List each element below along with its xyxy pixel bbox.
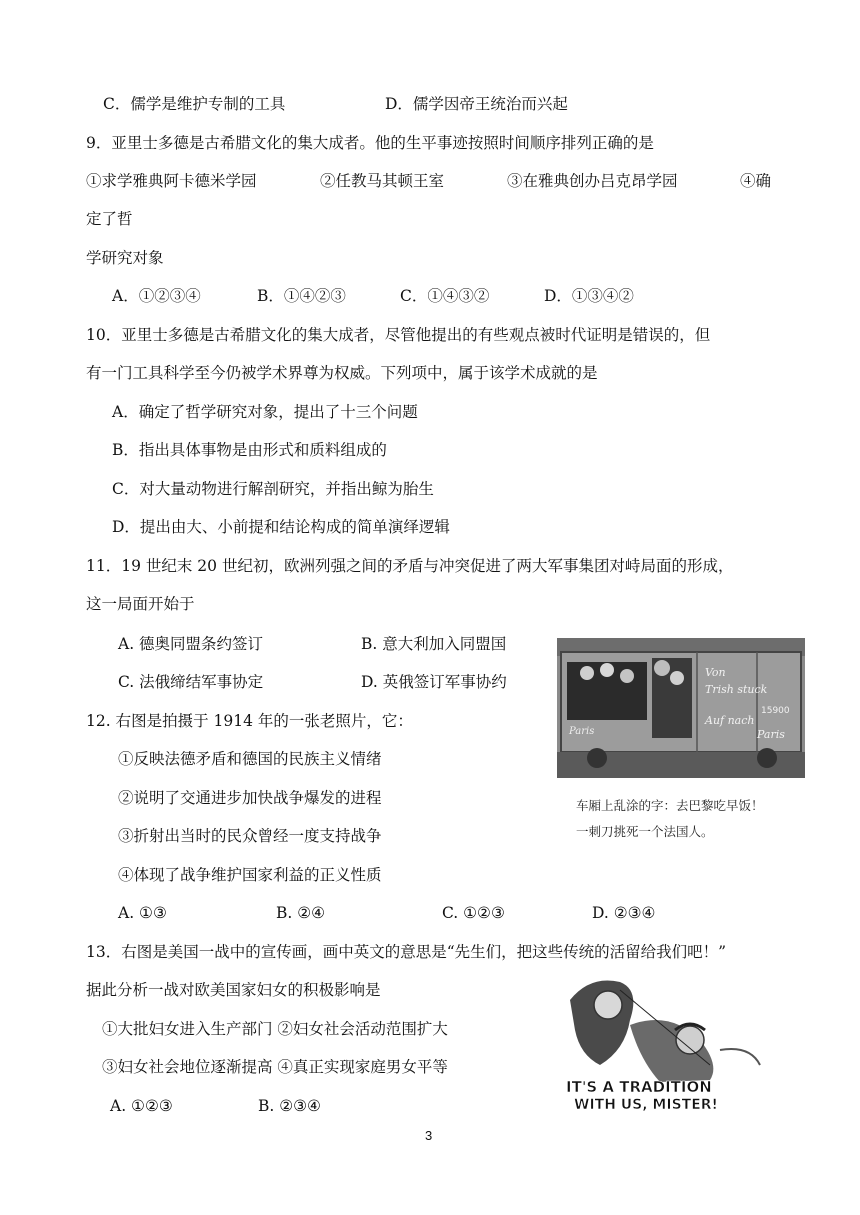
propaganda-poster [560, 970, 780, 1112]
question-13-stem: 据此分析一战对欧美国家妇女的积极影响是 [86, 981, 381, 999]
option-b: B. ②③④ [258, 1097, 321, 1115]
question-10-stem: 10．亚里士多德是古希腊文化的集大成者，尽管他提出的有些观点被时代证明是错误的，但 [86, 326, 711, 344]
page-number: 3 [425, 1128, 433, 1143]
option-c: C．①④③② [400, 287, 490, 305]
option-d: D．①③④② [544, 287, 634, 305]
option-a: A. 德奥同盟条约签订 [118, 635, 264, 653]
question-13-stem: 13．右图是美国一战中的宣传画，画中英文的意思是“先生们，把这些传统的活留给我们吧！” [86, 943, 727, 961]
poster-text: IT'S A TRADITION [566, 1078, 712, 1096]
question-12-item-1: ①反映法德矛盾和德国的民族主义情绪 [118, 750, 382, 768]
question-12-item-4: ④体现了战争维护国家利益的正义性质 [118, 866, 382, 884]
option-d: D. ②③④ [592, 904, 656, 922]
graffiti-text: Von [705, 666, 726, 679]
train-photo [557, 638, 805, 778]
option-a: A. ①②③ [110, 1097, 173, 1115]
option-c: C. 法俄缔结军事协定 [118, 673, 264, 691]
poster-text: WITH US, MISTER! [574, 1097, 718, 1112]
option-a: A. ①③ [118, 904, 167, 922]
question-9-wrap: 学研究对象 [86, 249, 164, 267]
option-b: B. 意大利加入同盟国 [361, 635, 507, 653]
question-9-wrap: 定了哲 [86, 210, 133, 228]
graffiti-text: Paris [757, 728, 785, 741]
graffiti-text: Paris [569, 726, 595, 737]
option-b: B．①④②③ [257, 287, 346, 305]
question-12-item-3: ③折射出当时的民众曾经一度支持战争 [118, 827, 382, 845]
question-12-stem: 12. 右图是拍摄于 1914 年的一张老照片，它： [86, 712, 413, 730]
option-c: C．对大量动物进行解剖研究，并指出鲸为胎生 [112, 480, 434, 498]
option-b: B. ②④ [276, 904, 326, 922]
option-d: D．提出由大、小前提和结论构成的简单演绎逻辑 [112, 518, 450, 536]
question-10-stem: 有一门工具科学至今仍被学术界尊为权威。下列项中，属于该学术成就的是 [86, 364, 598, 382]
question-12-item-2: ②说明了交通进步加快战争爆发的进程 [118, 789, 382, 807]
question-9-item-1: ①求学雅典阿卡德米学园 [86, 172, 257, 190]
photo-caption: 车厢上乱涂的字：去巴黎吃早饭！ [576, 798, 764, 813]
question-9-item-2: ②任教马其顿王室 [320, 172, 445, 190]
option-b: B．指出具体事物是由形式和质料组成的 [112, 441, 387, 459]
question-9-item-3: ③在雅典创办吕克昂学园 [507, 172, 678, 190]
question-9-item-4: ④确 [740, 172, 772, 190]
option-d: D．儒学因帝王统治而兴起 [385, 95, 568, 113]
question-9-stem: 9．亚里士多德是古希腊文化的集大成者。他的生平事迹按照时间顺序排列正确的是 [86, 134, 654, 152]
graffiti-text: Trish stuck [705, 683, 768, 696]
option-a: A．①②③④ [112, 287, 201, 305]
option-c: C. ①②③ [442, 904, 505, 922]
question-11-stem: 11．19 世纪末 20 世纪初，欧洲列强之间的矛盾与冲突促进了两大军事集团对峙局面的形成， [86, 557, 734, 575]
option-a: A．确定了哲学研究对象，提出了十三个问题 [112, 403, 418, 421]
option-d: D. 英俄签订军事协约 [361, 673, 507, 691]
question-11-stem: 这一局面开始于 [86, 595, 195, 613]
graffiti-text: Auf nach [705, 714, 755, 727]
option-c: C．儒学是维护专制的工具 [103, 95, 286, 113]
photo-caption: 一刺刀挑死一个法国人。 [576, 824, 714, 839]
question-13-items: ③妇女社会地位逐渐提高 ④真正实现家庭男女平等 [102, 1058, 448, 1076]
question-13-items: ①大批妇女进入生产部门 ②妇女社会活动范围扩大 [102, 1020, 448, 1038]
graffiti-text: 15900 [761, 706, 790, 716]
